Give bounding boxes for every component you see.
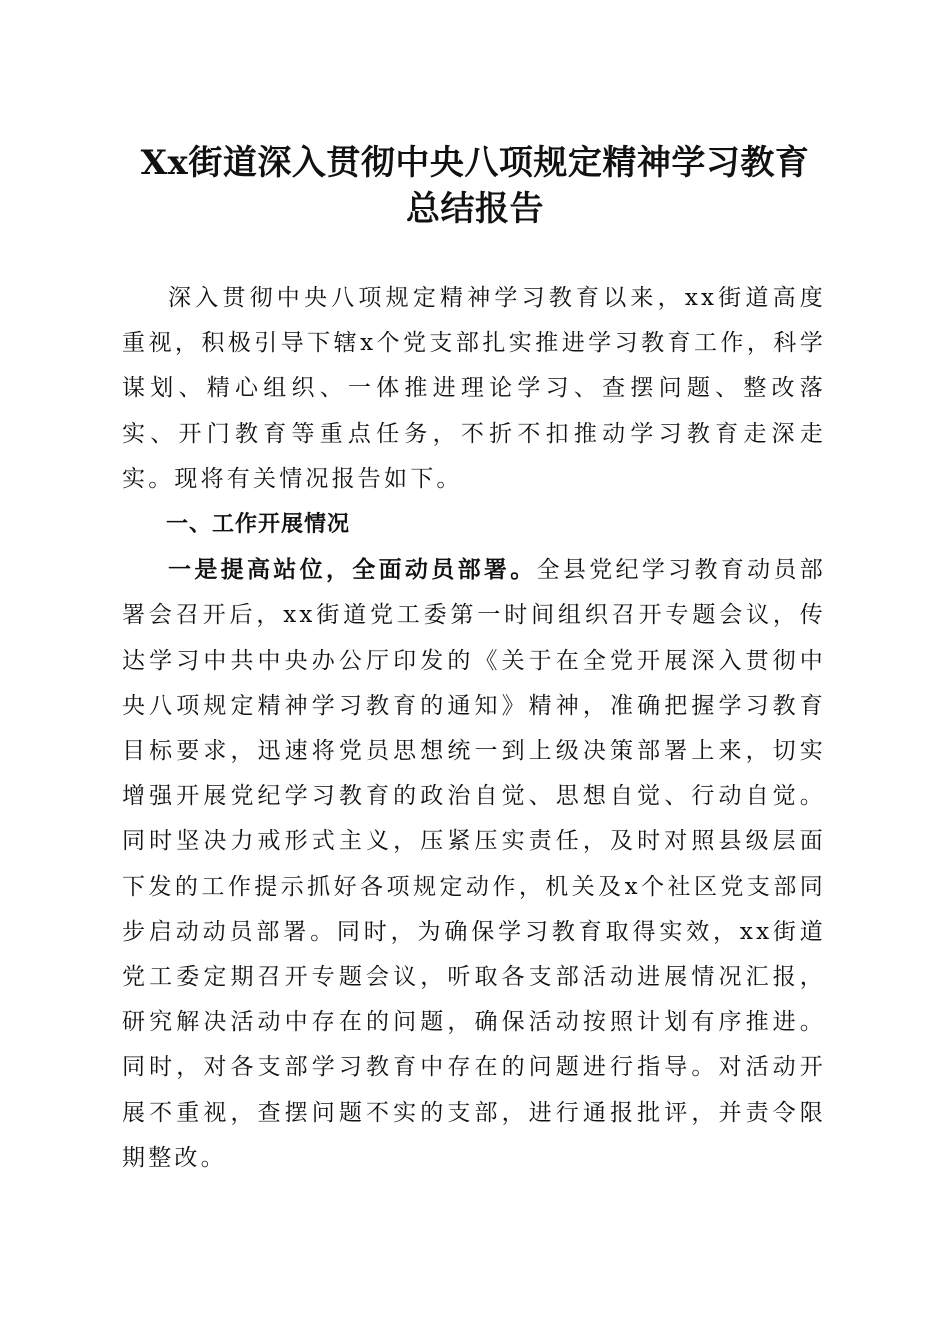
section-heading: 一、工作开展情况	[166, 512, 351, 538]
document-title-line-2: 总结报告	[406, 189, 544, 229]
intro-paragraph: 深入贯彻中央八项规定精神学习教育以来，xx街道高度重视，积极引导下辖x个党支部扎实推进学习教育工作，科学谋划、精心组织、一体推进理论学习、查摆问题、整改落实、开门教育等重点任务，不折不扣推动学习教育走深走实。现将有关情况报告如下。	[122, 285, 826, 492]
section-paragraph	[122, 547, 826, 1181]
document-title	[100, 140, 850, 232]
paragraph-lead: 一是提高站位，全面动员部署。	[168, 556, 537, 584]
document-body	[122, 276, 826, 1181]
document-title-line-1: Xx街道深入贯彻中央八项规定精神学习教育	[140, 143, 810, 183]
paragraph-body: 全县党纪学习教育动员部署会召开后，xx街道党工委第一时间组织召开专题会议，传达学习中共中央办公厅印发的《关于在全党开展深入贯彻中央八项规定精神学习教育的通知》精神，准确把握学习教育目标要求，迅速将党员思想统一到上级决策部署上来，切实增强开展党纪学习教育的政治自觉、思想自觉、行动自觉。同时坚决力戒形式主义，压紧压实责任，及时对照县级层面下发的工作提示抓好各项规定动作，机关及x个社区党支部同步启动动员部署。同时，为确保学习教育取得实效，xx街道党工委定期召开专题会议，听取各支部活动进展情况汇报，研究解决活动中存在的问题，确保活动按照计划有序推进。同时，对各支部学习教育中存在的问题进行指导。对活动开展不重视，查摆问题不实的支部，进行通报批评，并责令限期整改。	[122, 557, 826, 1171]
